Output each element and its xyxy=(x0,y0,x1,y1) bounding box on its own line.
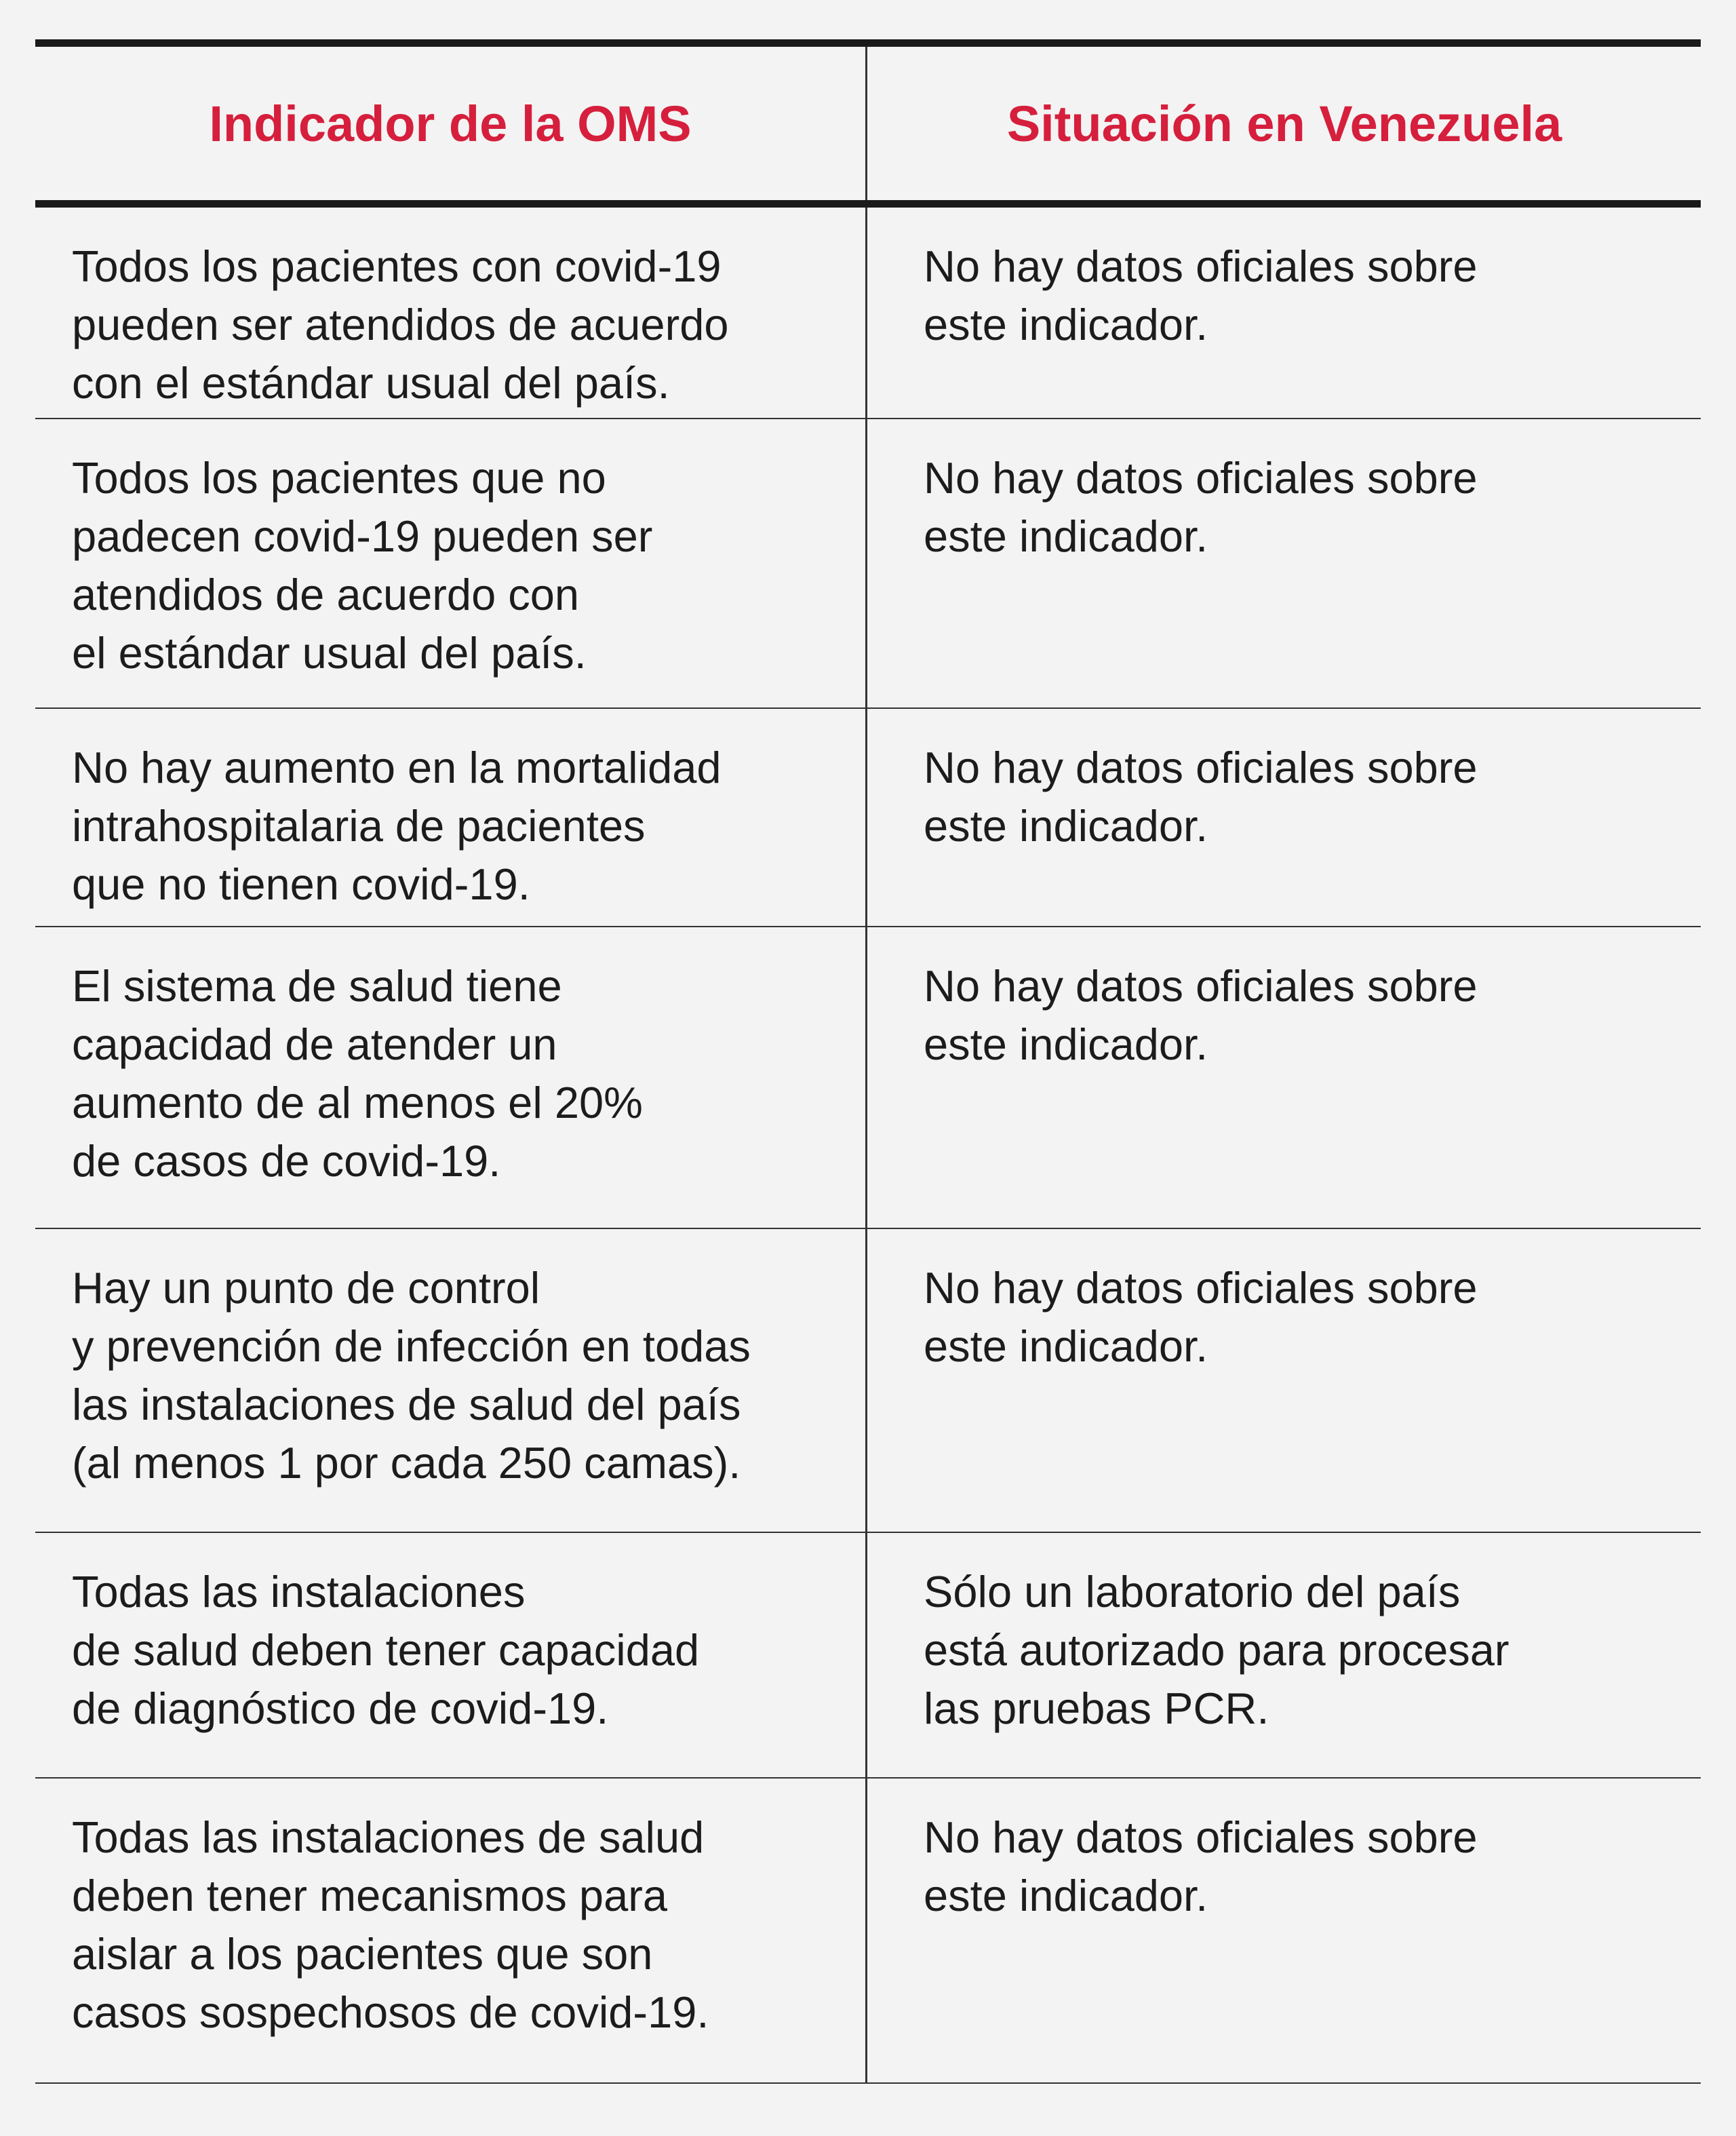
indicator-cell: Todos los pacientes que no padecen covid-19 pueden ser atendidos de acuerdo con el estándar usual del país. xyxy=(72,453,653,678)
table-row xyxy=(35,208,1701,419)
column-divider xyxy=(865,1533,867,1777)
situation-cell: No hay datos oficiales sobre este indicador. xyxy=(924,453,1478,561)
situation-cell: Sólo un laboratorio del país está autorizado para procesar las pruebas PCR. xyxy=(924,1567,1510,1733)
header-indicator: Indicador de la OMS xyxy=(209,95,692,152)
indicator-cell: El sistema de salud tiene capacidad de atender un aumento de al menos el 20% de casos de covid-19. xyxy=(72,961,643,1186)
situation-cell: No hay datos oficiales sobre este indicador. xyxy=(924,1263,1478,1371)
indicator-cell: Todas las instalaciones de salud deben tener mecanismos para aislar a los pacientes que son casos sospechosos de covid-19. xyxy=(72,1812,709,2037)
situation-cell: No hay datos oficiales sobre este indicador. xyxy=(924,241,1478,349)
table-row xyxy=(35,419,1701,709)
column-divider xyxy=(865,927,867,1228)
indicator-cell: Todos los pacientes con covid-19 pueden ser atendidos de acuerdo con el estándar usual del país. xyxy=(72,241,729,408)
header-situation: Situación en Venezuela xyxy=(1006,95,1562,152)
indicator-cell: Todas las instalaciones de salud deben tener capacidad de diagnóstico de covid-19. xyxy=(72,1567,700,1733)
header-rule xyxy=(35,200,1701,208)
table-header xyxy=(35,47,1701,200)
indicator-cell: Hay un punto de control y prevención de infección en todas las instalaciones de salud del país (al menos 1 por cada 250 camas). xyxy=(72,1263,751,1488)
column-divider xyxy=(865,1779,867,2082)
table-row xyxy=(35,1779,1701,2084)
top-rule xyxy=(35,39,1701,47)
comparison-table xyxy=(35,39,1701,2084)
column-divider xyxy=(865,709,867,926)
column-divider xyxy=(865,208,867,418)
indicator-cell: No hay aumento en la mortalidad intrahospitalaria de pacientes que no tienen covid-19. xyxy=(72,743,722,909)
situation-cell: No hay datos oficiales sobre este indicador. xyxy=(924,1812,1478,1920)
situation-cell: No hay datos oficiales sobre este indicador. xyxy=(924,961,1478,1069)
situation-cell: No hay datos oficiales sobre este indicador. xyxy=(924,743,1478,851)
table-row xyxy=(35,1533,1701,1779)
column-divider xyxy=(865,419,867,707)
table-row xyxy=(35,709,1701,927)
table-row xyxy=(35,927,1701,1229)
table-row xyxy=(35,1229,1701,1533)
column-divider xyxy=(865,47,867,200)
column-divider xyxy=(865,1229,867,1532)
